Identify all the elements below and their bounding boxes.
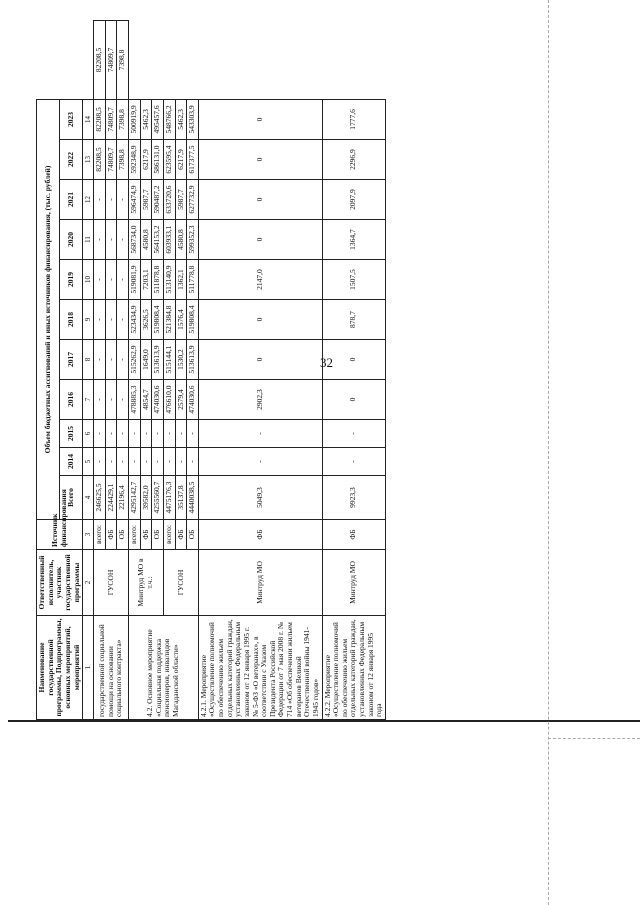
row-value-cell: - [94, 220, 106, 260]
row-executor-cell: ГУСОН [163, 550, 198, 616]
row-value-cell: 478885,3 [129, 380, 141, 420]
row-value-cell: 5987,7 [140, 180, 152, 220]
page-number: 32 [320, 355, 333, 370]
row-value-cell: 7398,8 [117, 99, 129, 139]
row-value-cell: 1362,1 [175, 260, 187, 300]
row-value-cell: 4475176,3 [163, 476, 175, 520]
header-year: 2022 [60, 140, 83, 180]
header-year: 2016 [60, 380, 83, 420]
row-value-cell: 0 [198, 220, 322, 260]
row-value-cell: 1530,2 [175, 340, 187, 380]
row-executor-cell: Минтруд МО [198, 550, 322, 616]
row-source-cell: ФБ [322, 520, 385, 550]
row-value-cell: 513613,9 [187, 340, 199, 380]
column-index-cell: 1 [83, 616, 94, 720]
row-value-cell: - [94, 260, 106, 300]
row-value-cell: 4580,8 [175, 220, 187, 260]
row-value-cell: 74809,7 [105, 99, 117, 139]
row-value-cell: 513140,9 [163, 260, 175, 300]
row-value-cell: - [105, 380, 117, 420]
row-value-cell: 548766,2 [163, 99, 175, 139]
header-year: 2018 [60, 300, 83, 340]
table-row [129, 21, 141, 720]
row-value-cell: 0 [198, 99, 322, 139]
row-source-cell: ФБ [198, 520, 322, 550]
row-value-cell: 5462,3 [140, 99, 152, 139]
row-value-cell: - [94, 300, 106, 340]
row-value-cell: - [140, 448, 152, 476]
row-value-cell: 4255560,7 [152, 476, 164, 520]
row-value-cell: - [105, 420, 117, 448]
row-value-cell: - [117, 260, 129, 300]
header-year: 2023 [60, 99, 83, 139]
row-value-cell: - [94, 420, 106, 448]
row-value-cell: 627732,9 [187, 180, 199, 220]
row-value-cell: 596474,9 [129, 180, 141, 220]
row-value-cell: 511778,8 [187, 260, 199, 300]
row-value-cell: 6217,9 [140, 140, 152, 180]
row-value-cell: 6217,9 [175, 140, 187, 180]
row-value-cell: - [105, 300, 117, 340]
row-value-cell: 4440038,5 [187, 476, 199, 520]
row-name-cell: государственной социальной помощи на основании социального контракта» [94, 616, 129, 720]
row-value-cell: 39582,0 [140, 476, 152, 520]
row-value-cell: 7203,1 [140, 260, 152, 300]
header-source: Источник финансирования [37, 520, 83, 550]
row-value-cell: 7398,8 [117, 21, 129, 100]
row-value-cell: 500919,9 [129, 99, 141, 139]
header-year: 2015 [60, 420, 83, 448]
column-index-cell: 9 [83, 300, 94, 340]
row-value-cell: 4580,8 [140, 220, 152, 260]
row-value-cell: 82208,5 [94, 21, 106, 100]
row-value-cell: 617377,5 [187, 140, 199, 180]
page-edge-rule [8, 720, 640, 722]
row-value-cell: 2147,0 [198, 260, 322, 300]
row-value-cell: 0 [198, 140, 322, 180]
row-executor-cell: Минтруд МО [322, 550, 385, 616]
row-value-cell: - [117, 300, 129, 340]
row-value-cell: 523434,9 [129, 300, 141, 340]
row-value-cell: 74809,7 [105, 21, 117, 100]
row-value-cell: - [105, 340, 117, 380]
row-value-cell: 495457,6 [152, 99, 164, 139]
row-value-cell: 543303,9 [187, 99, 199, 139]
row-value-cell: - [117, 340, 129, 380]
row-value-cell: 246625,5 [94, 476, 106, 520]
row-value-cell: 0 [198, 340, 322, 380]
row-value-cell: - [105, 180, 117, 220]
row-value-cell: 519808,4 [187, 300, 199, 340]
row-value-cell: - [198, 448, 322, 476]
row-value-cell: - [94, 448, 106, 476]
header-year: 2021 [60, 180, 83, 220]
row-executor-cell: ГУСОН [94, 550, 129, 616]
row-value-cell: 519808,4 [152, 300, 164, 340]
row-executor-cell: Минтруд МО в т.ч.: [129, 550, 164, 616]
row-value-cell: - [94, 340, 106, 380]
row-source-cell: ОБ [152, 520, 164, 550]
row-value-cell: - [117, 180, 129, 220]
row-value-cell: 2296,9 [322, 140, 385, 180]
row-value-cell: 521384,8 [163, 300, 175, 340]
row-value-cell: 4295142,7 [129, 476, 141, 520]
row-value-cell: 9923,3 [322, 476, 385, 520]
row-value-cell: - [322, 420, 385, 448]
row-value-cell: 592348,9 [129, 140, 141, 180]
row-source-cell: всего: [94, 520, 106, 550]
row-value-cell: - [175, 448, 187, 476]
row-value-cell: 623595,4 [163, 140, 175, 180]
row-source-cell: ОБ [117, 520, 129, 550]
row-value-cell: 4854,7 [140, 380, 152, 420]
row-value-cell: 0 [198, 300, 322, 340]
row-source-cell: ФБ [140, 520, 152, 550]
scan-dashed-guide-horizontal [548, 738, 640, 739]
row-value-cell: - [140, 420, 152, 448]
financing-table [36, 20, 386, 720]
column-index-cell: 4 [83, 476, 94, 520]
row-value-cell: 515262,9 [129, 340, 141, 380]
column-index-row [83, 21, 94, 720]
column-index-cell: 6 [83, 420, 94, 448]
row-source-cell: ОБ [187, 520, 199, 550]
table-row [322, 21, 385, 720]
row-value-cell: - [187, 448, 199, 476]
header-volume-caption: Объем бюджетных ассигнований и иных источников финансирования, (тыс. рублей) [37, 99, 60, 519]
column-index-cell: 3 [83, 520, 94, 550]
row-value-cell: 1649,0 [140, 340, 152, 380]
row-value-cell: 878,7 [322, 300, 385, 340]
row-value-cell: 586131,0 [152, 140, 164, 180]
row-value-cell: 474030,6 [152, 380, 164, 420]
row-value-cell: - [322, 448, 385, 476]
row-value-cell: 5462,3 [175, 99, 187, 139]
row-value-cell: 82208,5 [94, 140, 106, 180]
row-value-cell: 5049,3 [198, 476, 322, 520]
row-source-cell: ФБ [175, 520, 187, 550]
row-source-cell: всего: [163, 520, 175, 550]
table-row [198, 21, 322, 720]
row-value-cell: 564153,2 [152, 220, 164, 260]
row-value-cell: 74809,7 [105, 140, 117, 180]
row-value-cell: 2579,4 [175, 380, 187, 420]
row-value-cell: 519081,9 [129, 260, 141, 300]
column-index-cell: 13 [83, 140, 94, 180]
column-index-cell: 7 [83, 380, 94, 420]
column-index-cell: 14 [83, 99, 94, 139]
row-value-cell: - [105, 448, 117, 476]
row-value-cell: - [117, 220, 129, 260]
row-value-cell: 1576,4 [175, 300, 187, 340]
column-index-cell: 5 [83, 448, 94, 476]
row-value-cell: - [105, 220, 117, 260]
header-year: 2019 [60, 260, 83, 300]
row-value-cell: 2097,9 [322, 180, 385, 220]
row-value-cell: 599352,3 [187, 220, 199, 260]
row-value-cell: 590487,2 [152, 180, 164, 220]
row-value-cell: - [152, 420, 164, 448]
row-value-cell: 5987,7 [175, 180, 187, 220]
row-value-cell: 568734,0 [129, 220, 141, 260]
row-value-cell: 0 [198, 180, 322, 220]
row-value-cell: - [175, 420, 187, 448]
row-value-cell: 0 [322, 340, 385, 380]
row-value-cell: - [163, 448, 175, 476]
row-value-cell: - [152, 448, 164, 476]
table-row [94, 21, 106, 720]
row-name-cell: 4.2.1. Мероприятие «Осуществление полномочий по обеспечению жильем отдельных категорий граждан, установленных Федеральным законом от 12 января 1995 г. № 5-ФЗ «О ветеранах», в соответствии с Указом Президента Российской Федерации от 7 мая 2008 г. № 714 «Об обеспечении жильем ветеранов Великой Отечественной войны 1941-1945 годов» [198, 616, 322, 720]
row-value-cell: 515144,1 [163, 340, 175, 380]
row-value-cell: - [117, 420, 129, 448]
row-value-cell: - [94, 380, 106, 420]
row-value-cell: - [198, 420, 322, 448]
header-year: 2014 [60, 448, 83, 476]
row-value-cell: 1507,5 [322, 260, 385, 300]
header-total: Всего [60, 476, 83, 520]
row-name-cell: 4.2.2. Мероприятие «Осуществление полномочий по обеспечению жильем отдельных категорий граждан, установленных Федеральным законом от 12 января 1995 года [322, 616, 385, 720]
column-index-cell: 10 [83, 260, 94, 300]
row-value-cell: 1364,7 [322, 220, 385, 260]
row-value-cell: - [187, 420, 199, 448]
row-value-cell: 82208,5 [94, 99, 106, 139]
scan-dashed-guide-vertical [548, 0, 549, 905]
column-index-cell: 8 [83, 340, 94, 380]
row-value-cell: 35137,8 [175, 476, 187, 520]
row-value-cell: 1777,6 [322, 99, 385, 139]
row-value-cell: 603933,1 [163, 220, 175, 260]
row-value-cell: 22196,4 [117, 476, 129, 520]
column-index-cell: 12 [83, 180, 94, 220]
row-value-cell: - [117, 448, 129, 476]
header-year: 2020 [60, 220, 83, 260]
header-executor: Ответственный исполнитель, участник государственной программы [37, 550, 83, 616]
table-row [163, 21, 175, 720]
header-name: Наименование государственной программы, Подпрограммы, основных мероприятий, мероприятий [37, 616, 83, 720]
row-value-cell: 2902,3 [198, 380, 322, 420]
row-value-cell: 513613,9 [152, 340, 164, 380]
row-value-cell: - [129, 420, 141, 448]
row-value-cell: 7398,8 [117, 140, 129, 180]
row-value-cell: - [117, 380, 129, 420]
row-value-cell: 511878,8 [152, 260, 164, 300]
row-value-cell: - [129, 448, 141, 476]
row-value-cell: - [94, 180, 106, 220]
row-source-cell: ФБ [105, 520, 117, 550]
row-value-cell: 633720,6 [163, 180, 175, 220]
row-value-cell: - [105, 260, 117, 300]
column-index-cell: 2 [83, 550, 94, 616]
row-value-cell: 476610,0 [163, 380, 175, 420]
row-value-cell: 0 [322, 380, 385, 420]
row-value-cell: 224429,1 [105, 476, 117, 520]
row-value-cell: 474030,6 [187, 380, 199, 420]
rotated-table-area [36, 0, 526, 720]
row-value-cell: - [163, 420, 175, 448]
column-index-cell: 11 [83, 220, 94, 260]
row-source-cell: всего: [129, 520, 141, 550]
row-name-cell: 4.2. Основное мероприятие «Социальная поддержка пенсионеров, инвалидов Магаданской области» [129, 616, 199, 720]
row-value-cell: 3626,5 [140, 300, 152, 340]
header-year: 2017 [60, 340, 83, 380]
